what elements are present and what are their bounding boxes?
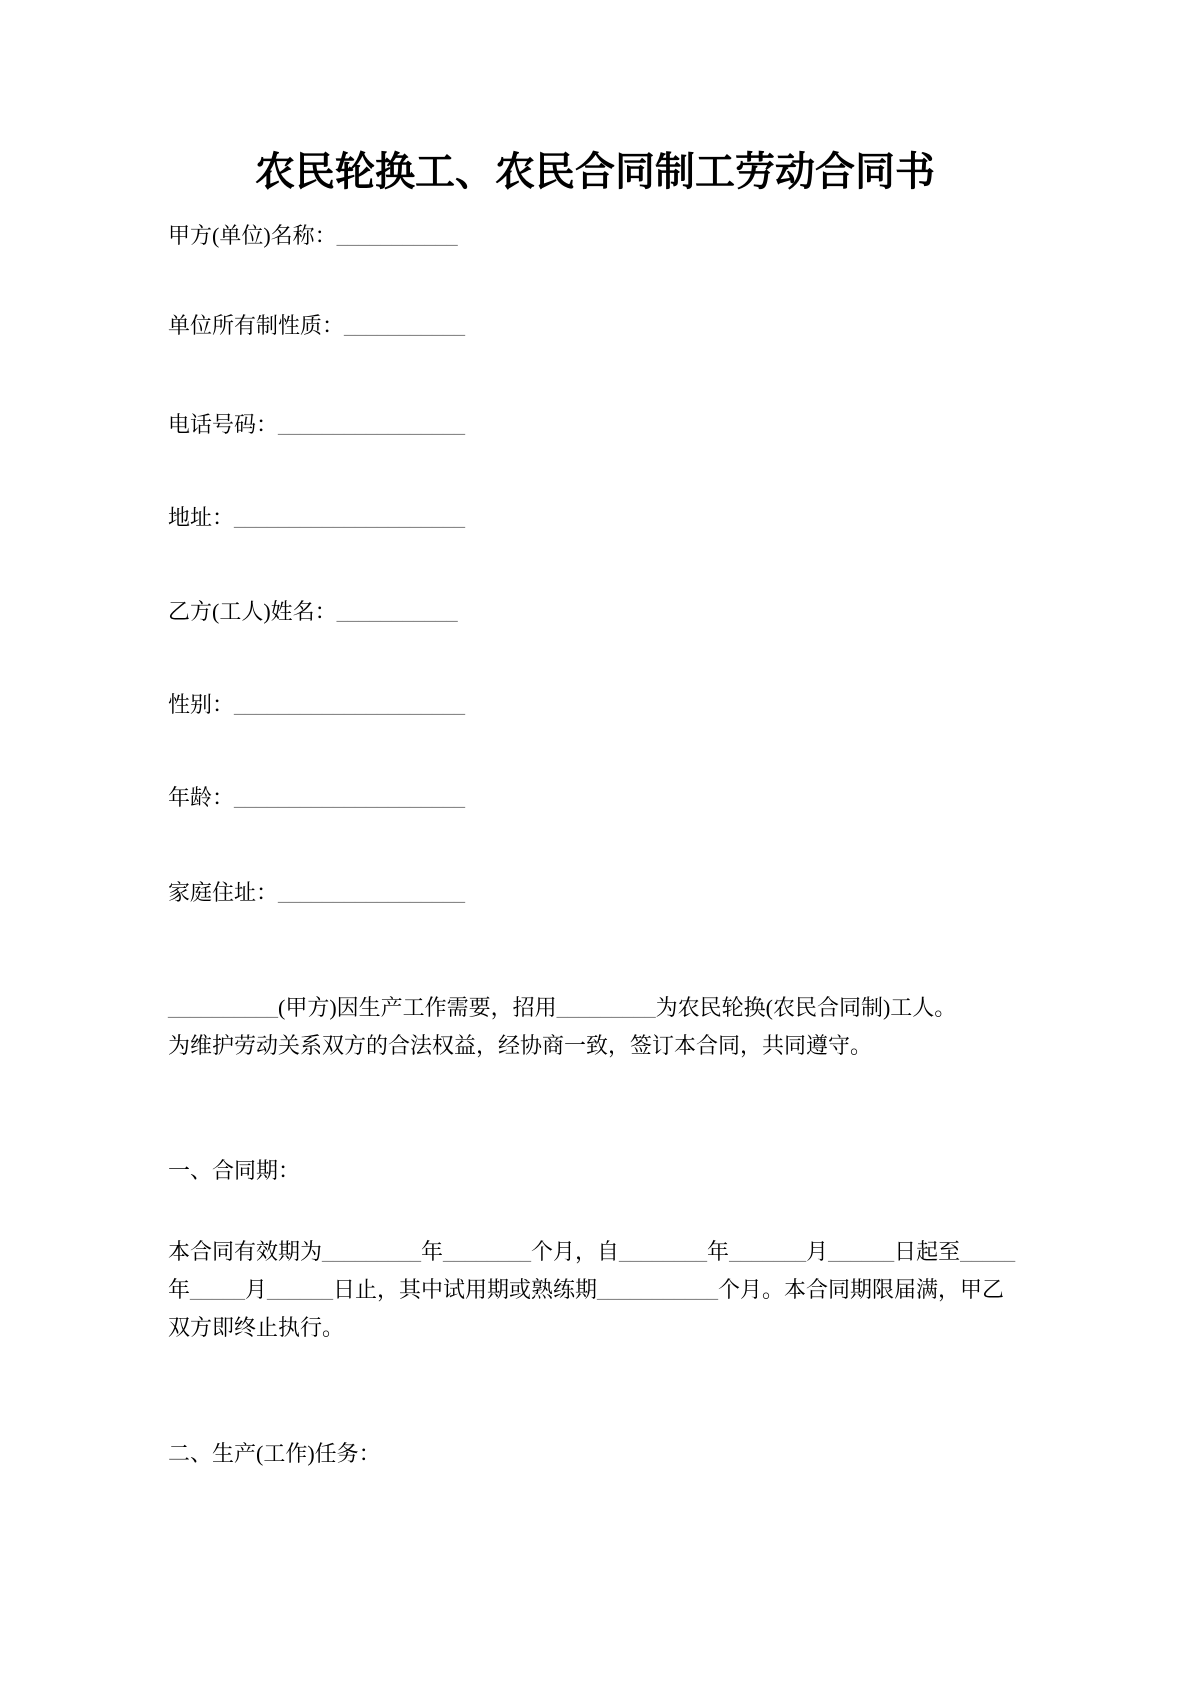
field-age	[168, 784, 465, 812]
paragraph-text: 个月。本合同期限届满，甲乙双方即终止执行。	[168, 1277, 1005, 1340]
blank-line: _________	[322, 1239, 422, 1264]
intro-paragraph	[168, 989, 963, 1065]
blank-line: ________	[443, 1239, 532, 1264]
field-label: 电话号码：	[168, 412, 279, 437]
paragraph-text: 月	[245, 1277, 268, 1302]
field-label: 甲方(单位)名称：	[168, 223, 337, 248]
paragraph-text: 月	[806, 1239, 829, 1264]
section-two-heading: 二、生产(工作)任务：	[168, 1441, 381, 1466]
section-one-heading: 一、合同期：	[168, 1158, 301, 1183]
document-title: 农民轮换工、农民合同制工劳动合同书	[255, 149, 935, 194]
field-phone-number	[168, 411, 465, 439]
paragraph-text: 年	[168, 1277, 191, 1302]
field-label: 乙方(工人)姓名：	[168, 599, 337, 624]
field-label: 年龄：	[168, 785, 235, 810]
blank-line: ______	[828, 1239, 895, 1264]
paragraph-text: (甲方)因生产工作需要，招用	[278, 995, 557, 1020]
paragraph-text: 日起至	[894, 1239, 961, 1264]
paragraph-text: 本合同有效期为	[168, 1239, 323, 1264]
field-party-b-name	[168, 598, 458, 626]
blank-line: _____________________	[234, 692, 466, 717]
paragraph-text: 年	[707, 1239, 730, 1264]
paragraph-text: 日止，其中试用期或熟练期	[333, 1277, 598, 1302]
field-gender	[168, 691, 465, 719]
blank-line: ___________	[336, 223, 458, 248]
blank-line: _____________________	[234, 505, 466, 530]
paragraph-text: 为农民轮换(农民合同制)工人。为维护劳动关系双方的合法权益，经协商一致，签订本合同，共同遵守。	[168, 995, 957, 1058]
blank-line: ___________	[336, 599, 458, 624]
paragraph-text: 年	[421, 1239, 444, 1264]
field-address	[168, 504, 465, 532]
blank-line: _______	[729, 1239, 807, 1264]
contract-term-paragraph	[168, 1233, 1022, 1347]
field-label: 家庭住址：	[168, 880, 279, 905]
blank-line: ______	[267, 1277, 334, 1302]
blank-line: ___________	[597, 1277, 719, 1302]
field-label: 性别：	[168, 692, 235, 717]
blank-line: ________	[619, 1239, 708, 1264]
blank-line: _________________	[278, 412, 466, 437]
blank-line: _________	[556, 995, 656, 1020]
blank-line: _____	[190, 1277, 246, 1302]
field-label: 地址：	[168, 505, 235, 530]
field-unit-ownership	[168, 312, 465, 340]
blank-line: _____	[960, 1239, 1016, 1264]
paragraph-text: 个月，自	[531, 1239, 620, 1264]
blank-line: _____________________	[234, 785, 466, 810]
field-home-address	[168, 879, 465, 907]
field-label: 单位所有制性质：	[168, 313, 345, 338]
blank-line: __________	[168, 995, 278, 1020]
blank-line: _________________	[278, 880, 466, 905]
field-party-a-name	[168, 222, 458, 250]
blank-line: ___________	[344, 313, 466, 338]
